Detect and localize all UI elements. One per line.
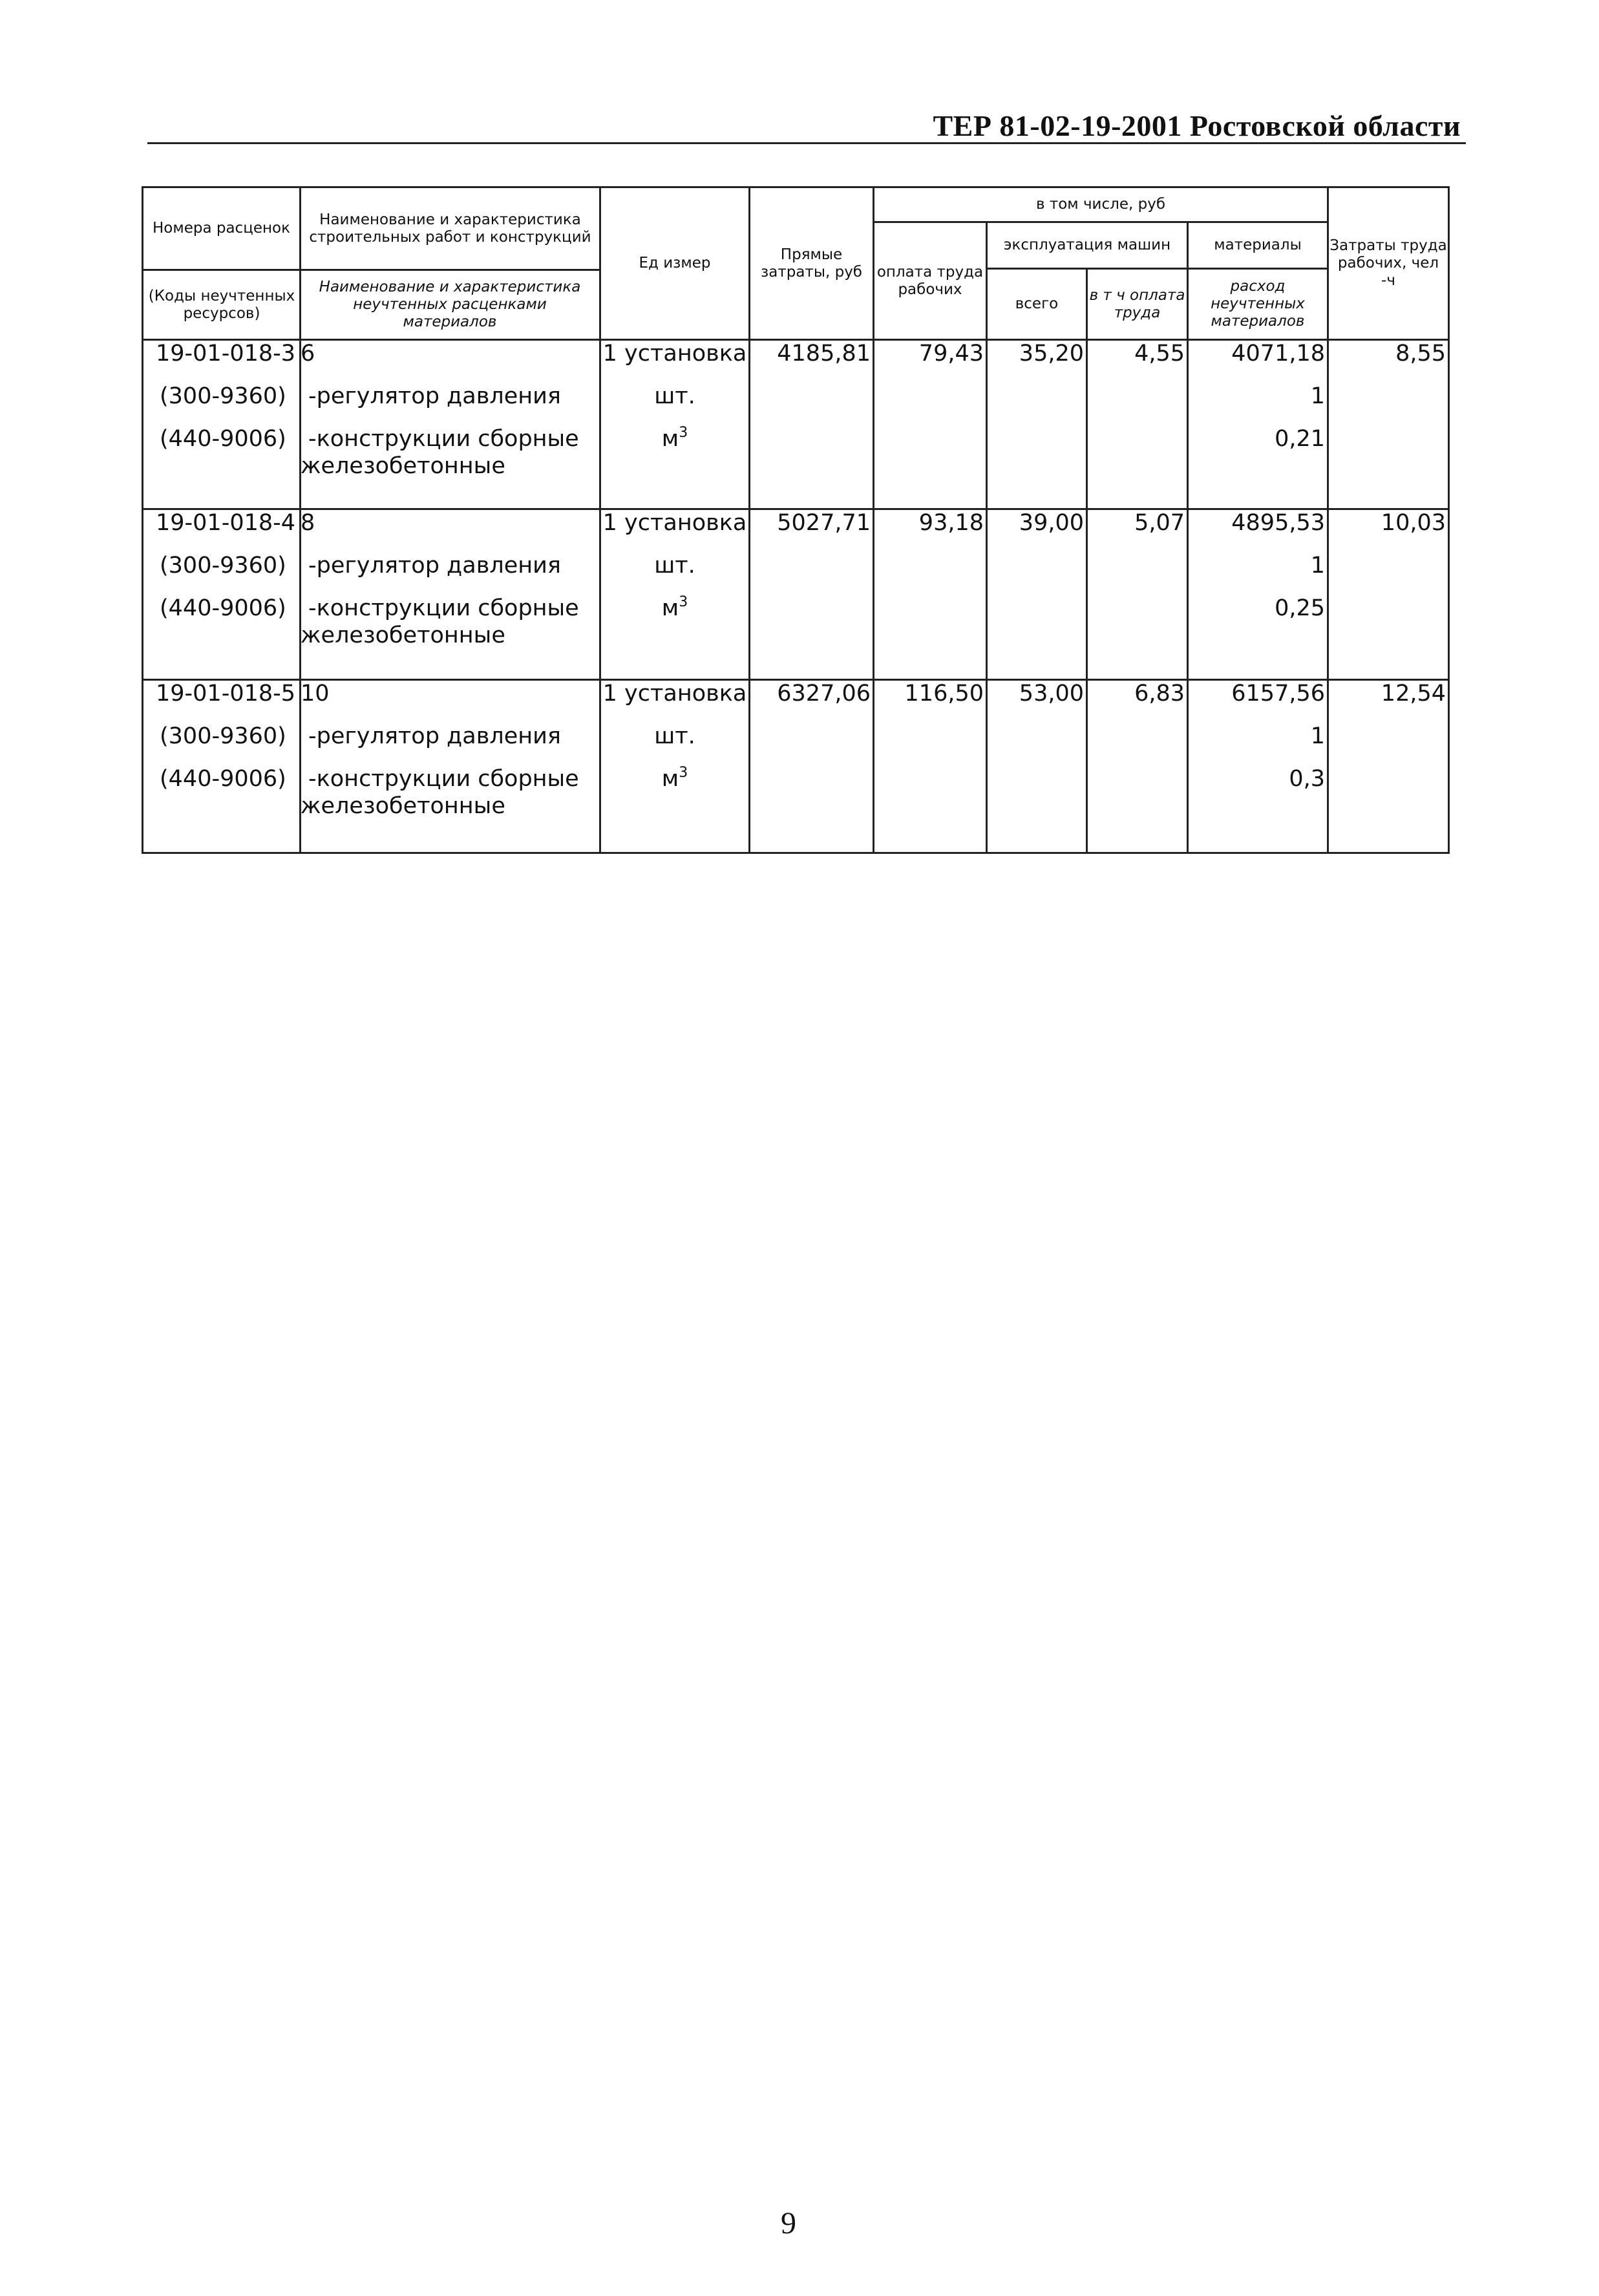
rate-direct: 6327,06 — [777, 681, 871, 707]
resource-code: (300-9360) — [160, 723, 286, 749]
rate-wages: 93,18 — [918, 510, 984, 536]
header-code-bottom: (Коды неучтенных ресурсов) — [148, 287, 295, 322]
header-including: в том числе, руб — [1035, 196, 1166, 213]
rate-labor: 10,03 — [1381, 510, 1446, 536]
rate-direct: 5027,71 — [777, 510, 871, 536]
rates-table — [142, 186, 1450, 854]
resource-qty: 0,21 — [1275, 426, 1325, 452]
header-code-top: Номера расценок — [152, 220, 291, 237]
resource-name: -регулятор давления — [308, 723, 561, 749]
resource-name: -регулятор давления — [308, 383, 561, 409]
rate-machines-total: 35,20 — [1019, 341, 1084, 367]
header-materials-sub: расход неучтенных материалов — [1211, 278, 1305, 330]
resource-qty: 0,25 — [1275, 595, 1325, 621]
header-materials: материалы — [1214, 237, 1302, 253]
resource-unit: шт. — [654, 383, 695, 409]
rate-code: 19-01-018-4 — [156, 510, 296, 536]
resource-unit — [601, 765, 748, 792]
rate-unit: 1 установка — [602, 341, 747, 367]
table-rule — [1448, 186, 1450, 854]
rate-name: 8 — [301, 510, 315, 536]
cubic-superscript: 3 — [679, 765, 688, 781]
rate-labor: 12,54 — [1381, 681, 1446, 707]
rate-wages: 79,43 — [918, 341, 984, 367]
rate-machines-total: 39,00 — [1019, 510, 1084, 536]
rate-machines-wages: 5,07 — [1134, 510, 1185, 536]
rate-wages: 116,50 — [904, 681, 984, 707]
resource-qty: 1 — [1310, 723, 1325, 749]
resource-unit-text: м — [661, 766, 679, 792]
cubic-superscript: 3 — [679, 425, 688, 441]
header-machines: эксплуатация машин — [1003, 237, 1171, 253]
rate-name: 6 — [301, 341, 315, 367]
rate-unit: 1 установка — [602, 510, 747, 536]
resource-unit-text: м — [661, 595, 679, 621]
header-name-bottom: Наименование и характеристика неучтенных расценками материалов — [319, 279, 581, 330]
resource-qty: 1 — [1310, 553, 1325, 579]
rate-machines-wages: 4,55 — [1134, 341, 1185, 367]
resource-code: (440-9006) — [160, 426, 286, 452]
table-rule — [142, 852, 1450, 854]
rate-machines-wages: 6,83 — [1134, 681, 1185, 707]
document-header: ТЕР 81-02-19-2001 Ростовской области — [933, 109, 1461, 142]
rate-unit: 1 установка — [602, 681, 747, 707]
resource-unit — [601, 425, 748, 452]
resource-code: (300-9360) — [160, 383, 286, 409]
rate-materials: 4895,53 — [1231, 510, 1325, 536]
header-machines-wages: в т ч оплата труда — [1089, 286, 1185, 321]
resource-name: -конструкции сборные железобетонные — [301, 426, 579, 479]
resource-code: (440-9006) — [160, 595, 286, 621]
resource-qty: 0,3 — [1289, 766, 1325, 792]
rate-materials: 4071,18 — [1231, 341, 1325, 367]
header-rule — [147, 142, 1466, 144]
resource-code: (440-9006) — [160, 766, 286, 792]
header-wages: оплата труда рабочих — [876, 263, 984, 298]
resource-name: -регулятор давления — [308, 553, 561, 579]
rate-machines-total: 53,00 — [1019, 681, 1084, 707]
rate-name: 10 — [301, 681, 330, 707]
resource-unit — [601, 595, 748, 622]
rate-direct: 4185,81 — [777, 341, 871, 367]
rate-code: 19-01-018-5 — [156, 681, 296, 707]
resource-unit: шт. — [654, 723, 695, 749]
resource-unit: шт. — [654, 553, 695, 579]
resource-qty: 1 — [1310, 383, 1325, 409]
resource-code: (300-9360) — [160, 553, 286, 579]
header-machines-total: всего — [1015, 295, 1059, 312]
rate-code: 19-01-018-3 — [156, 341, 296, 367]
resource-name: -конструкции сборные железобетонные — [301, 595, 579, 648]
resource-name: -конструкции сборные железобетонные — [301, 766, 579, 819]
cubic-superscript: 3 — [679, 594, 688, 610]
rate-materials: 6157,56 — [1231, 681, 1325, 707]
header-unit: Ед измер — [639, 255, 711, 271]
resource-unit-text: м — [661, 426, 679, 452]
table-rule — [142, 186, 143, 854]
header-direct-costs: Прямые затраты, руб — [761, 246, 862, 281]
rate-labor: 8,55 — [1395, 341, 1446, 367]
header-labor: Затраты труда рабочих, чел -ч — [1329, 237, 1447, 289]
header-name-top: Наименование и характеристика строительных работ и конструкций — [309, 211, 591, 246]
page-number: 9 — [781, 2206, 796, 2240]
